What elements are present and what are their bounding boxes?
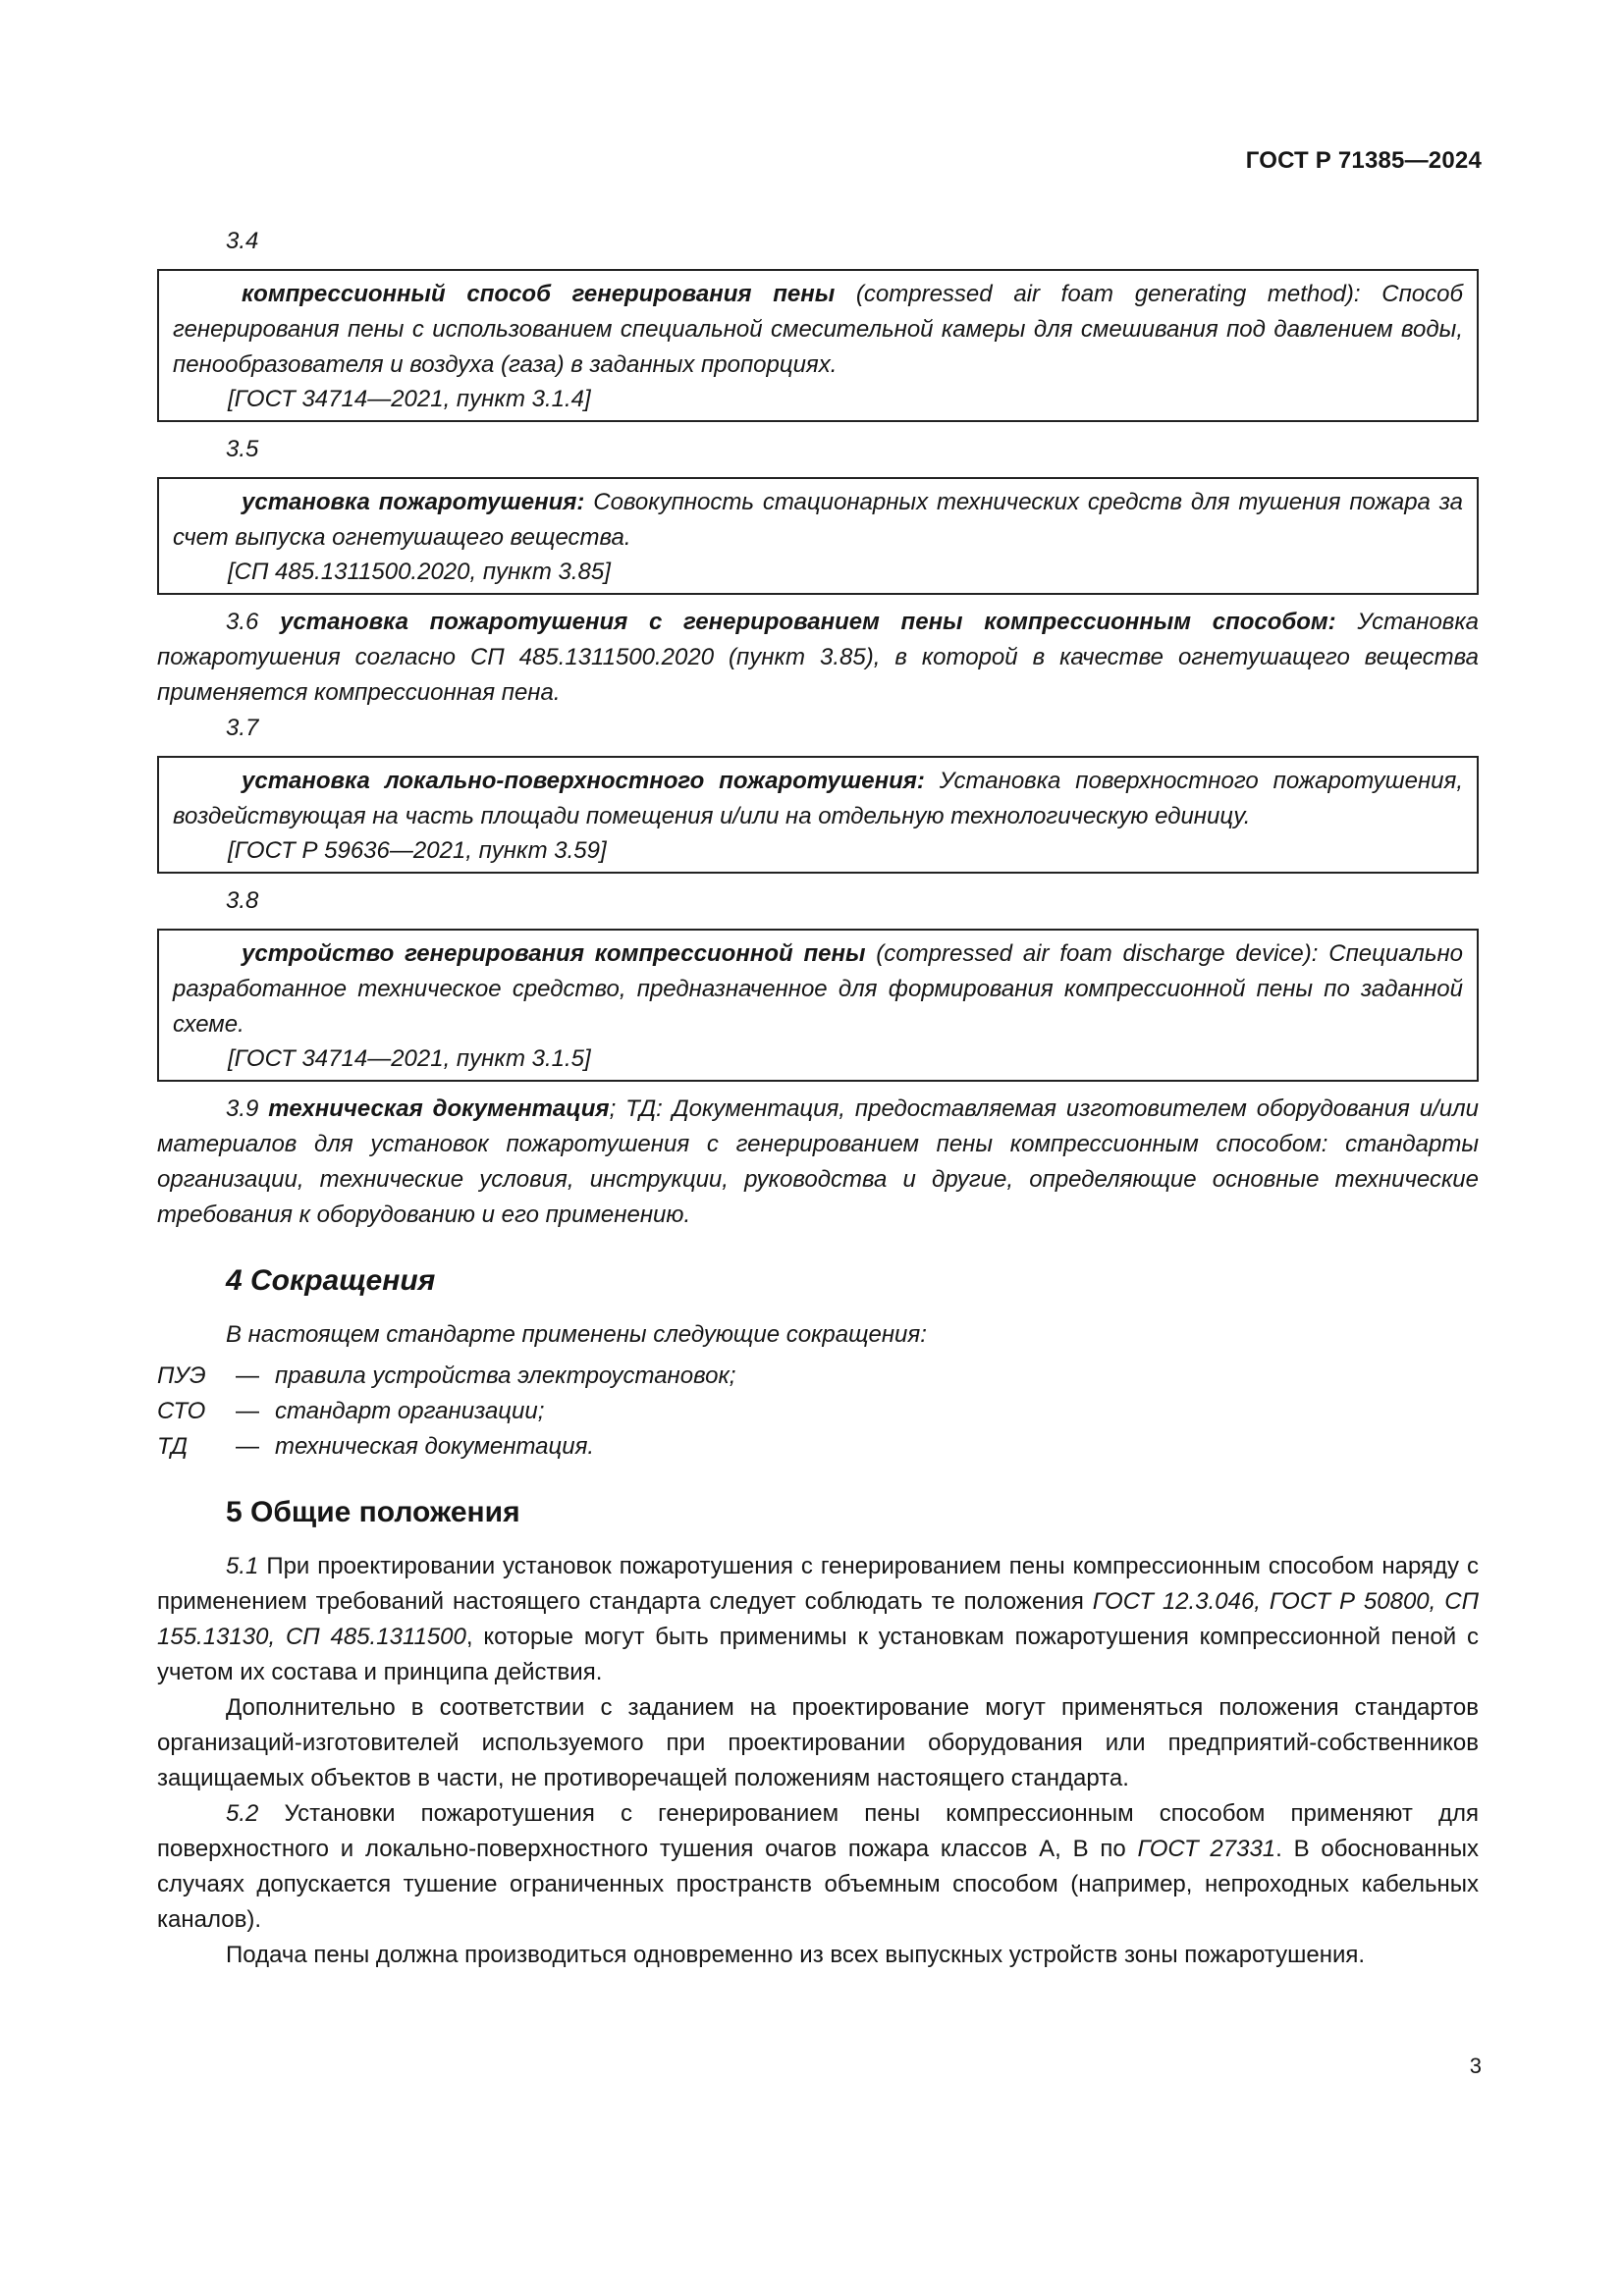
definition-text: [173, 485, 1463, 556]
definition-body: Совокупность стационарных технических средств для тушения пожара за счет выпуска огнетушащего вещества.: [173, 489, 1463, 551]
definition-text: [173, 936, 1463, 1042]
definition-source: [ГОСТ 34714—2021, пункт 3.1.5]: [228, 1045, 591, 1072]
abbreviation-row: [157, 1429, 1479, 1465]
definition-3-9: [157, 1092, 1479, 1233]
abbreviation-description: техническая документация.: [275, 1433, 595, 1460]
section-4-heading: 4 Сокращения: [226, 1264, 436, 1297]
standard-references: ГОСТ 12.3.046, ГОСТ Р 50800, СП 155.13130, СП 485.1311500: [157, 1588, 1479, 1650]
abbreviation-row: [157, 1394, 1479, 1429]
page-content: [157, 224, 1479, 1973]
paragraph-5-2-continued: Подача пены должна производиться одновременно из всех выпускных устройств зоны пожаротушения.: [226, 1942, 1366, 1968]
paragraph-5-2: [157, 1796, 1479, 1938]
definition-number: 3.8: [226, 887, 259, 914]
abbreviation-description: правила устройства электроустановок;: [275, 1362, 736, 1389]
definition-box-3-5: [157, 477, 1479, 595]
abbreviation: ТД: [157, 1433, 189, 1460]
paragraph-text: Установки пожаротушения с генерированием пены компрессионным способом применяют для поверхностного и локально-поверхностного тушения очагов пожара классов А, В по: [157, 1800, 1479, 1862]
paragraph-text: При проектировании установок пожаротушения с генерированием пены компрессионным способом наряду с применением требований настоящего стандарта следует соблюдать те положения: [157, 1553, 1479, 1615]
definition-term: компрессионный способ генерирования пены: [242, 281, 836, 307]
definition-term: техническая документация: [268, 1095, 610, 1122]
definition-number: 3.5: [226, 436, 259, 462]
definition-number: 3.7: [226, 715, 259, 741]
definition-term: устройство генерирования компрессионной пены: [242, 940, 866, 967]
abbreviation: СТО: [157, 1398, 206, 1424]
dash: —: [236, 1398, 259, 1424]
definition-term: установка пожаротушения:: [242, 489, 585, 515]
standard-reference: ГОСТ 27331: [1137, 1836, 1276, 1862]
abbreviation-description: стандарт организации;: [275, 1398, 545, 1424]
definition-box-3-8: [157, 929, 1479, 1082]
page-number: 3: [1469, 2054, 1482, 2078]
clause-number: 5.2: [226, 1800, 259, 1827]
definition-box-3-4: [157, 269, 1479, 422]
definition-3-6: [157, 605, 1479, 711]
definition-source: [СП 485.1311500.2020, пункт 3.85]: [228, 559, 611, 585]
dash: —: [236, 1433, 259, 1460]
section-5-heading: 5 Общие положения: [226, 1496, 520, 1528]
definition-body: Установка поверхностного пожаротушения, воздействующая на часть площади помещения и/или на отдельную технологическую единицу.: [173, 768, 1463, 829]
definition-term: установка локально-поверхностного пожаротушения:: [242, 768, 925, 794]
document-code-header: ГОСТ Р 71385—2024: [1245, 147, 1482, 174]
dash: —: [236, 1362, 259, 1389]
definition-text: [173, 764, 1463, 834]
paragraph-text: , которые могут быть применимы к установкам пожаротушения компрессионной пеной с учетом их состава и принципа действия.: [157, 1624, 1479, 1685]
definition-body: (compressed air foam generating method): Способ генерирования пены с использованием специальной смесительной камеры для смешивания под давлением воды, пенообразователя и воздуха (газа) в заданных пропорциях.: [173, 281, 1464, 378]
paragraph-text: . В обоснованных случаях допускается тушение ограниченных пространств объемным способом (например, непроходных кабельных каналов).: [157, 1836, 1479, 1933]
definition-number: 3.4: [226, 228, 259, 254]
definition-source: [ГОСТ 34714—2021, пункт 3.1.4]: [228, 386, 591, 412]
definition-body: (compressed air foam discharge device): Специально разработанное техническое средство, предназначенное для формирования компрессионной пены по заданной схеме.: [173, 940, 1463, 1038]
clause-number: 5.1: [226, 1553, 259, 1579]
abbreviation-row: [157, 1359, 1479, 1394]
abbreviations-list: [157, 1359, 1479, 1465]
definition-body: Установка пожаротушения согласно СП 485.1311500.2020 (пункт 3.85), в которой в качестве огнетушащего вещества применяется компрессионная пена.: [157, 609, 1480, 706]
definition-number: 3.9: [226, 1095, 259, 1122]
definition-term: установка пожаротушения с генерированием пены компрессионным способом:: [280, 609, 1336, 635]
definition-number: 3.6: [226, 609, 259, 635]
paragraph-5-1: [157, 1549, 1479, 1690]
definition-text: [173, 277, 1463, 383]
abbreviations-intro: В настоящем стандарте применены следующие сокращения:: [226, 1321, 927, 1348]
definition-body: ; ТД: Документация, предоставляемая изготовителем оборудования и/или материалов для установок пожаротушения с генерированием пены компрессионным способом: стандарты организации, технические условия, инструкции, руководства и другие, определяющие основные технические требования к оборудованию и его применению.: [157, 1095, 1480, 1228]
paragraph-5-1-continued: Дополнительно в соответствии с заданием на проектирование могут применяться положения стандартов организаций-изготовителей используемого при проектировании оборудования или предприятий-собственников защищаемых объектов в части, не противоречащей положениям настоящего стандарта.: [157, 1694, 1479, 1791]
definition-box-3-7: [157, 756, 1479, 874]
abbreviation: ПУЭ: [157, 1362, 206, 1389]
definition-source: [ГОСТ Р 59636—2021, пункт 3.59]: [228, 837, 607, 864]
